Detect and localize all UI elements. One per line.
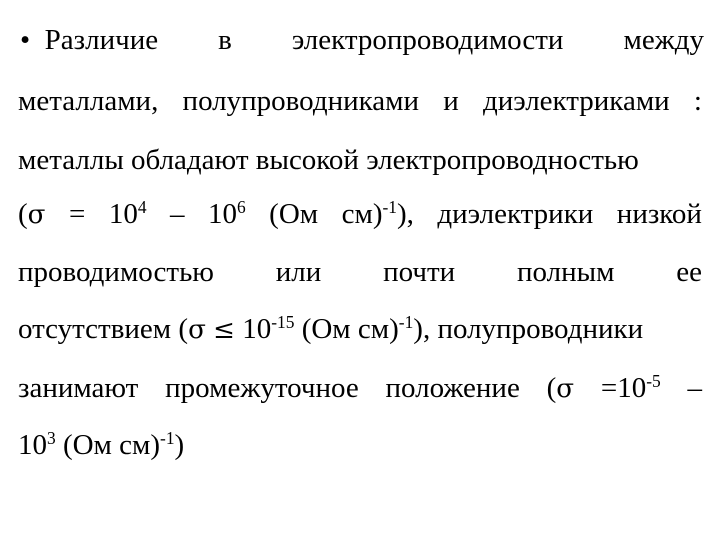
word: и xyxy=(443,85,459,117)
power-term: $=10^{-5}$ xyxy=(600,370,661,404)
power-term: $10^{-15}$ xyxy=(242,311,295,345)
unit: (Ом см)$^{-1}$) xyxy=(62,427,185,461)
text-line-1 xyxy=(20,22,704,58)
text-line-7 xyxy=(18,370,702,407)
text-segment: ), полупроводники xyxy=(413,313,644,345)
power-term: $10^3$ xyxy=(18,427,56,461)
unit-om: (Ом xyxy=(269,198,319,230)
less-equal-symbol: ≤ xyxy=(213,315,235,345)
power-term-1: $10^4$ xyxy=(108,196,147,230)
word: или xyxy=(275,256,322,288)
exponent: 6 xyxy=(236,196,246,217)
text-line-8 xyxy=(18,427,702,463)
paren-open: (σ xyxy=(546,372,575,404)
word: диэлектрики xyxy=(437,198,594,230)
paren-open: (σ xyxy=(18,198,46,230)
word: занимают xyxy=(18,372,139,404)
word: низкой xyxy=(616,198,702,230)
line-text: металлы обладают высокой электропроводностью xyxy=(18,144,639,176)
word: промежуточное xyxy=(165,372,359,404)
bullet-paragraph-start xyxy=(20,22,158,58)
word: проводимостью xyxy=(18,256,214,288)
text-line-4 xyxy=(18,196,702,233)
word: электропроводимости xyxy=(291,24,564,56)
exponent: -1 xyxy=(398,311,414,332)
word: Различие xyxy=(44,24,159,56)
unit-cm: см)$^{-1}$), xyxy=(341,196,414,230)
exponent: 3 xyxy=(47,427,56,448)
dash: – xyxy=(170,198,185,230)
dash: – xyxy=(687,372,702,404)
equals-sign: = xyxy=(68,198,86,230)
word: между xyxy=(623,24,704,56)
text-line-6 xyxy=(18,311,702,348)
sigma-symbol: σ xyxy=(27,200,46,230)
text-line-2 xyxy=(18,83,702,119)
exponent: -5 xyxy=(646,370,661,391)
word: ее xyxy=(676,256,702,288)
word: металлами, xyxy=(18,85,159,117)
unit: (Ом см)$^{-1}$ xyxy=(301,311,414,345)
text-segment: отсутствием ( xyxy=(18,313,189,345)
sigma-symbol: σ xyxy=(556,374,575,404)
word: в xyxy=(218,24,232,56)
text-line-3 xyxy=(18,142,702,178)
word: положение xyxy=(385,372,520,404)
word: : xyxy=(693,85,702,117)
power-term-2: $10^6$ xyxy=(207,196,246,230)
exponent: -1 xyxy=(382,196,397,217)
word: почти xyxy=(383,256,456,288)
word: диэлектриками xyxy=(483,85,670,117)
exponent: -1 xyxy=(160,427,175,448)
sigma-symbol: σ xyxy=(188,315,206,345)
exponent: -15 xyxy=(271,311,295,332)
bullet-icon: • xyxy=(20,24,31,56)
word: полупроводниками xyxy=(182,85,420,117)
text-line-5 xyxy=(18,254,702,290)
word: полным xyxy=(516,256,615,288)
exponent: 4 xyxy=(137,196,147,217)
